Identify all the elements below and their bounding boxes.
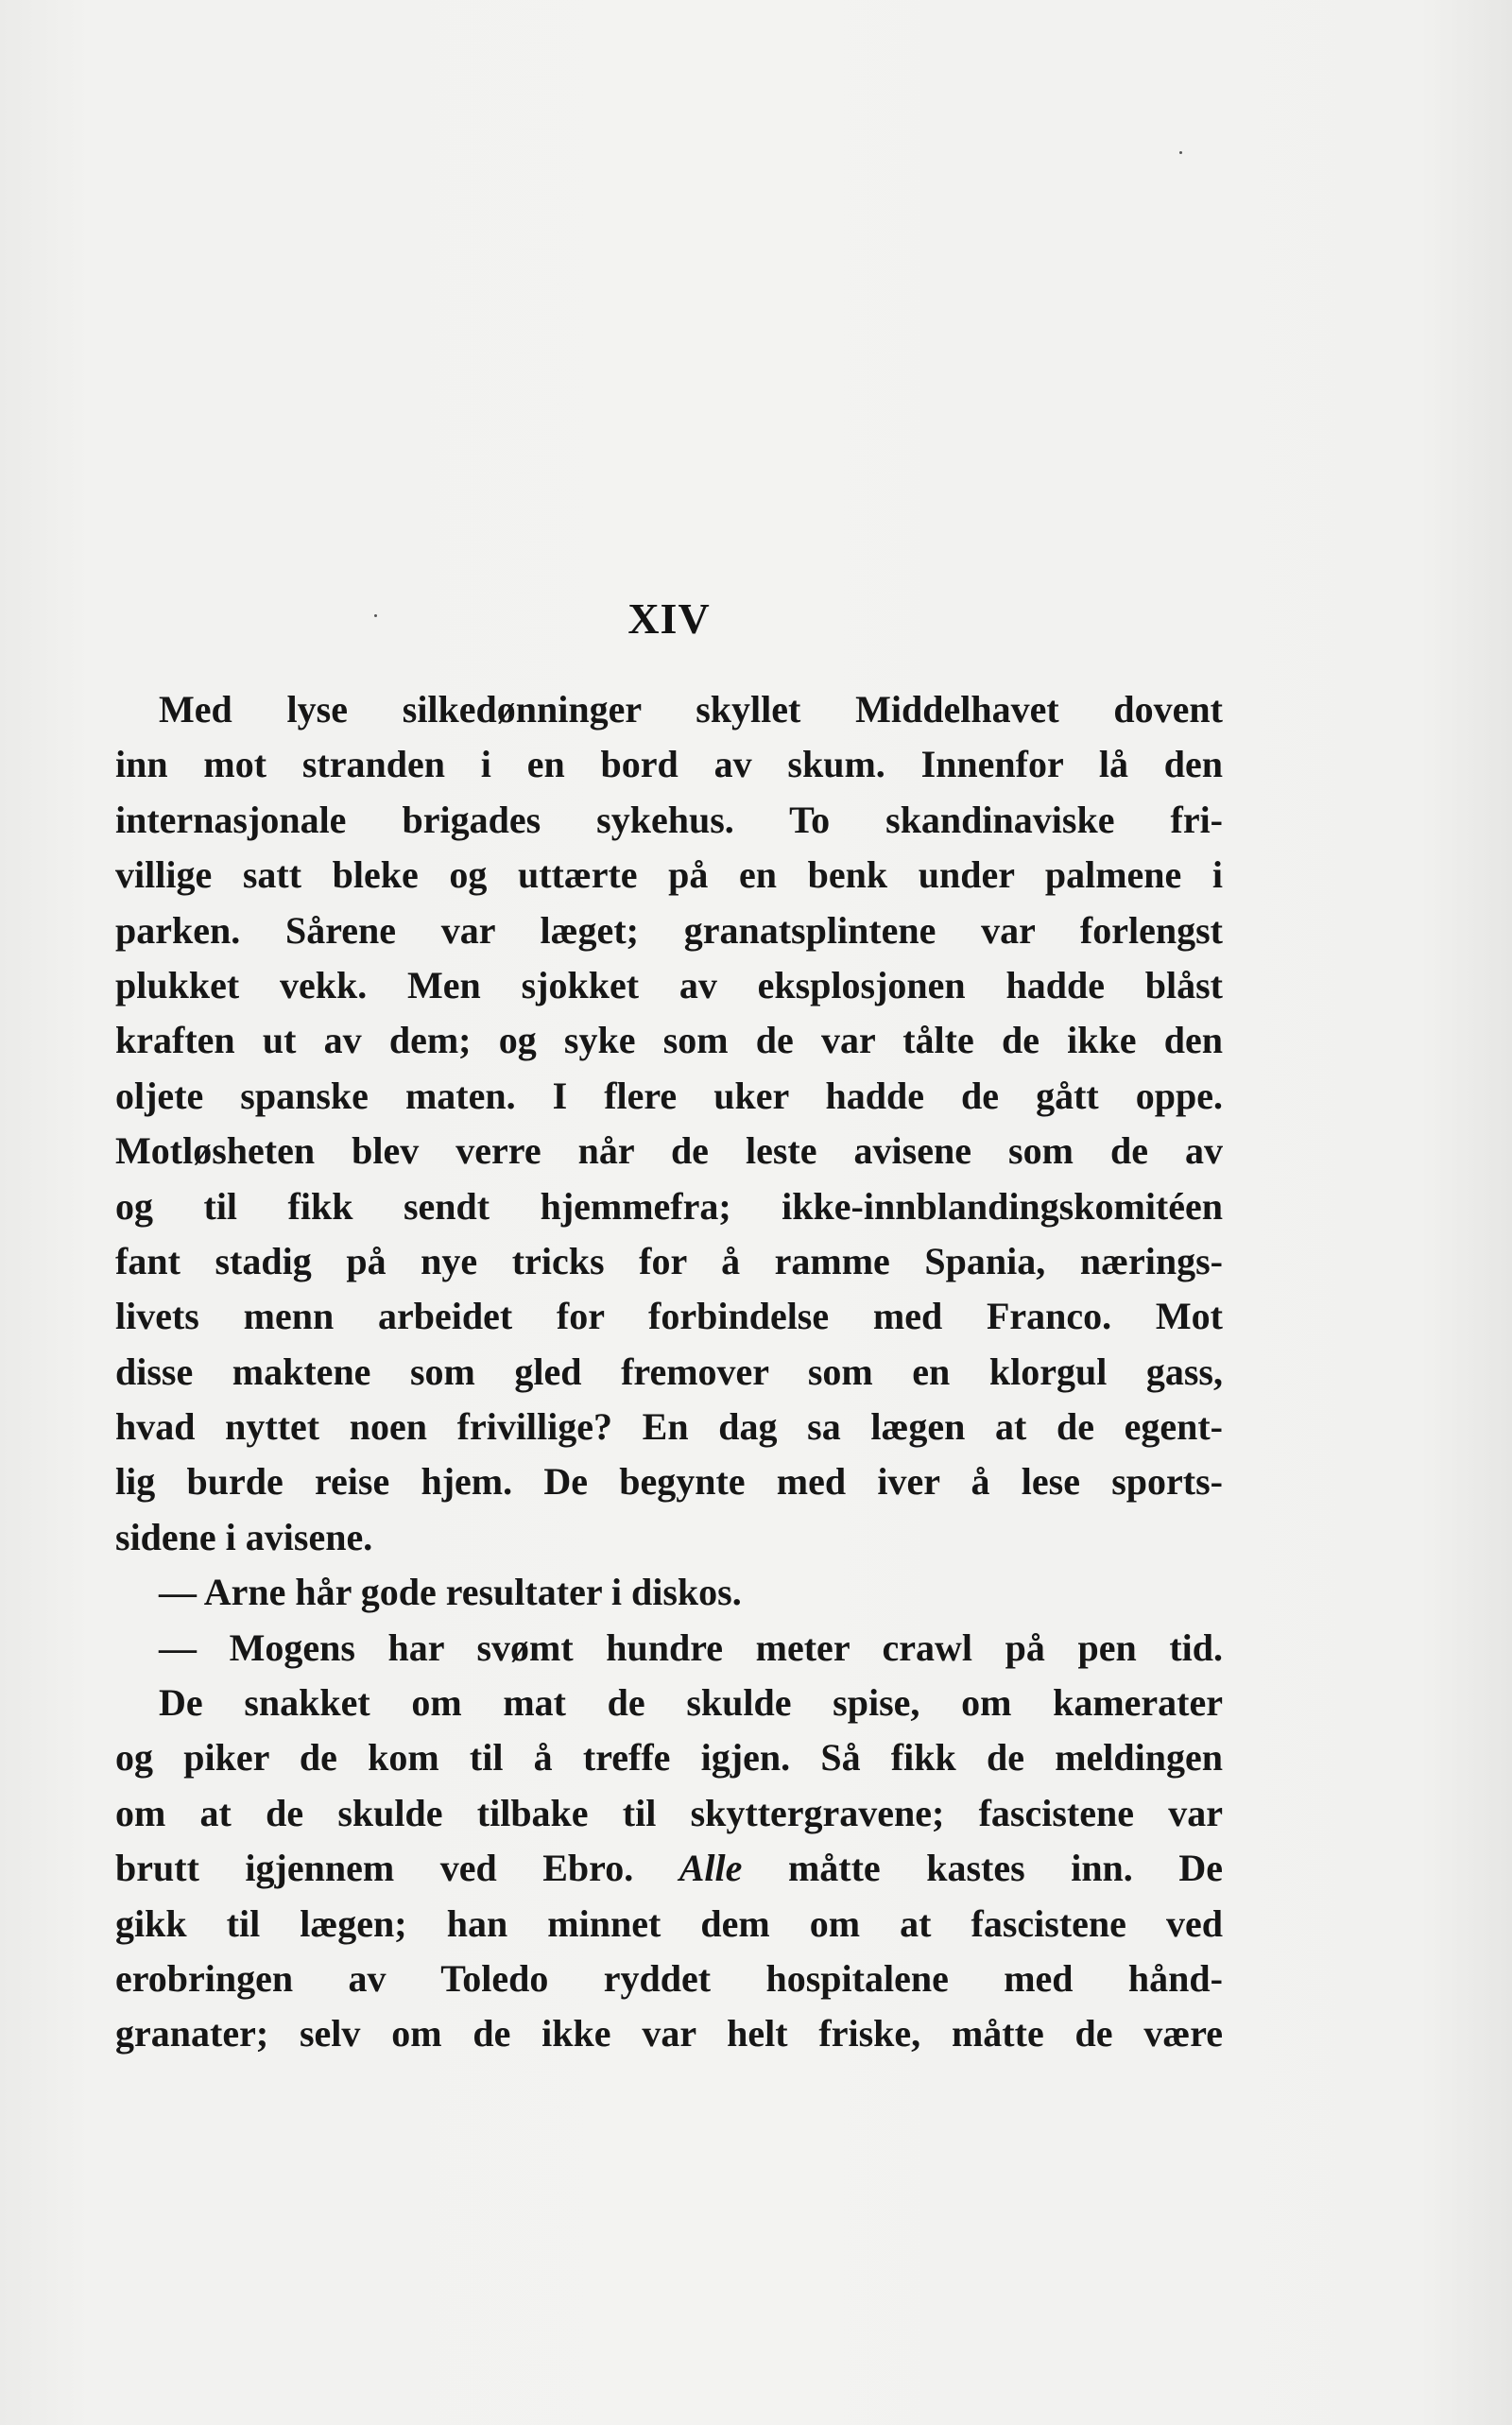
text-line: og til fikk sendt hjemmefra; ikke-innblandingskomitéen xyxy=(115,1184,1223,1228)
emphasis-text: Alle xyxy=(679,1847,743,1890)
text-line: kraften ut av dem; og syke som de var tålte de ikke den xyxy=(115,1019,1223,1062)
chapter-heading: XIV xyxy=(627,594,711,643)
text-line: granater; selv om de ikke var helt friske, måtte de være xyxy=(115,2012,1223,2055)
text-line: om at de skulde tilbake til skyttergravene; fascistene var xyxy=(115,1791,1223,1834)
body-text xyxy=(115,682,1223,2062)
text-line: fant stadig på nye tricks for å ramme Spania, nærings- xyxy=(115,1239,1223,1282)
text-line: Motløsheten blev verre når de leste avisene som de av xyxy=(115,1129,1223,1173)
text-line: og piker de kom til å treffe igjen. Så fikk de meldingen xyxy=(115,1736,1223,1780)
text-line: disse maktene som gled fremover som en klorgul gass, xyxy=(115,1350,1223,1393)
text-line: villige satt bleke og uttærte på en benk under palmene i xyxy=(115,853,1223,897)
text-line: plukket vekk. Men sjokket av eksplosjonen hadde blåst xyxy=(115,963,1223,1006)
text-line: — Mogens har svømt hundre meter crawl på pen tid. xyxy=(159,1625,1223,1669)
text-line: Med lyse silkedønninger skyllet Middelhavet dovent xyxy=(159,688,1223,731)
text-line: lig burde reise hjem. De begynte med iver å lese sports- xyxy=(115,1460,1223,1504)
text-line: hvad nyttet noen frivillige? En dag sa lægen at de egent- xyxy=(115,1405,1223,1449)
text-line: brutt igjennem ved Ebro. Alle måtte kastes inn. De xyxy=(115,1847,1223,1890)
speck-mark xyxy=(374,614,377,617)
text-line: erobringen av Toledo ryddet hospitalene med hånd- xyxy=(115,1956,1223,2000)
text-line: gikk til lægen; han minnet dem om at fascistene ved xyxy=(115,1901,1223,1945)
text-line: sidene i avisene. xyxy=(115,1515,373,1558)
text-line: — Arne hår gode resultater i diskos. xyxy=(159,1571,742,1614)
text-line: De snakket om mat de skulde spise, om kamerater xyxy=(159,1681,1223,1725)
text-line: parken. Sårene var læget; granatsplintene var forlengst xyxy=(115,908,1223,952)
text-line: internasjonale brigades sykehus. To skandinaviske fri- xyxy=(115,798,1223,841)
text-line: inn mot stranden i en bord av skum. Innenfor lå den xyxy=(115,743,1223,786)
text-line: oljete spanske maten. I flere uker hadde de gått oppe. xyxy=(115,1074,1223,1117)
text-line: livets menn arbeidet for forbindelse med Franco. Mot xyxy=(115,1295,1223,1338)
speck-mark xyxy=(1179,151,1182,154)
